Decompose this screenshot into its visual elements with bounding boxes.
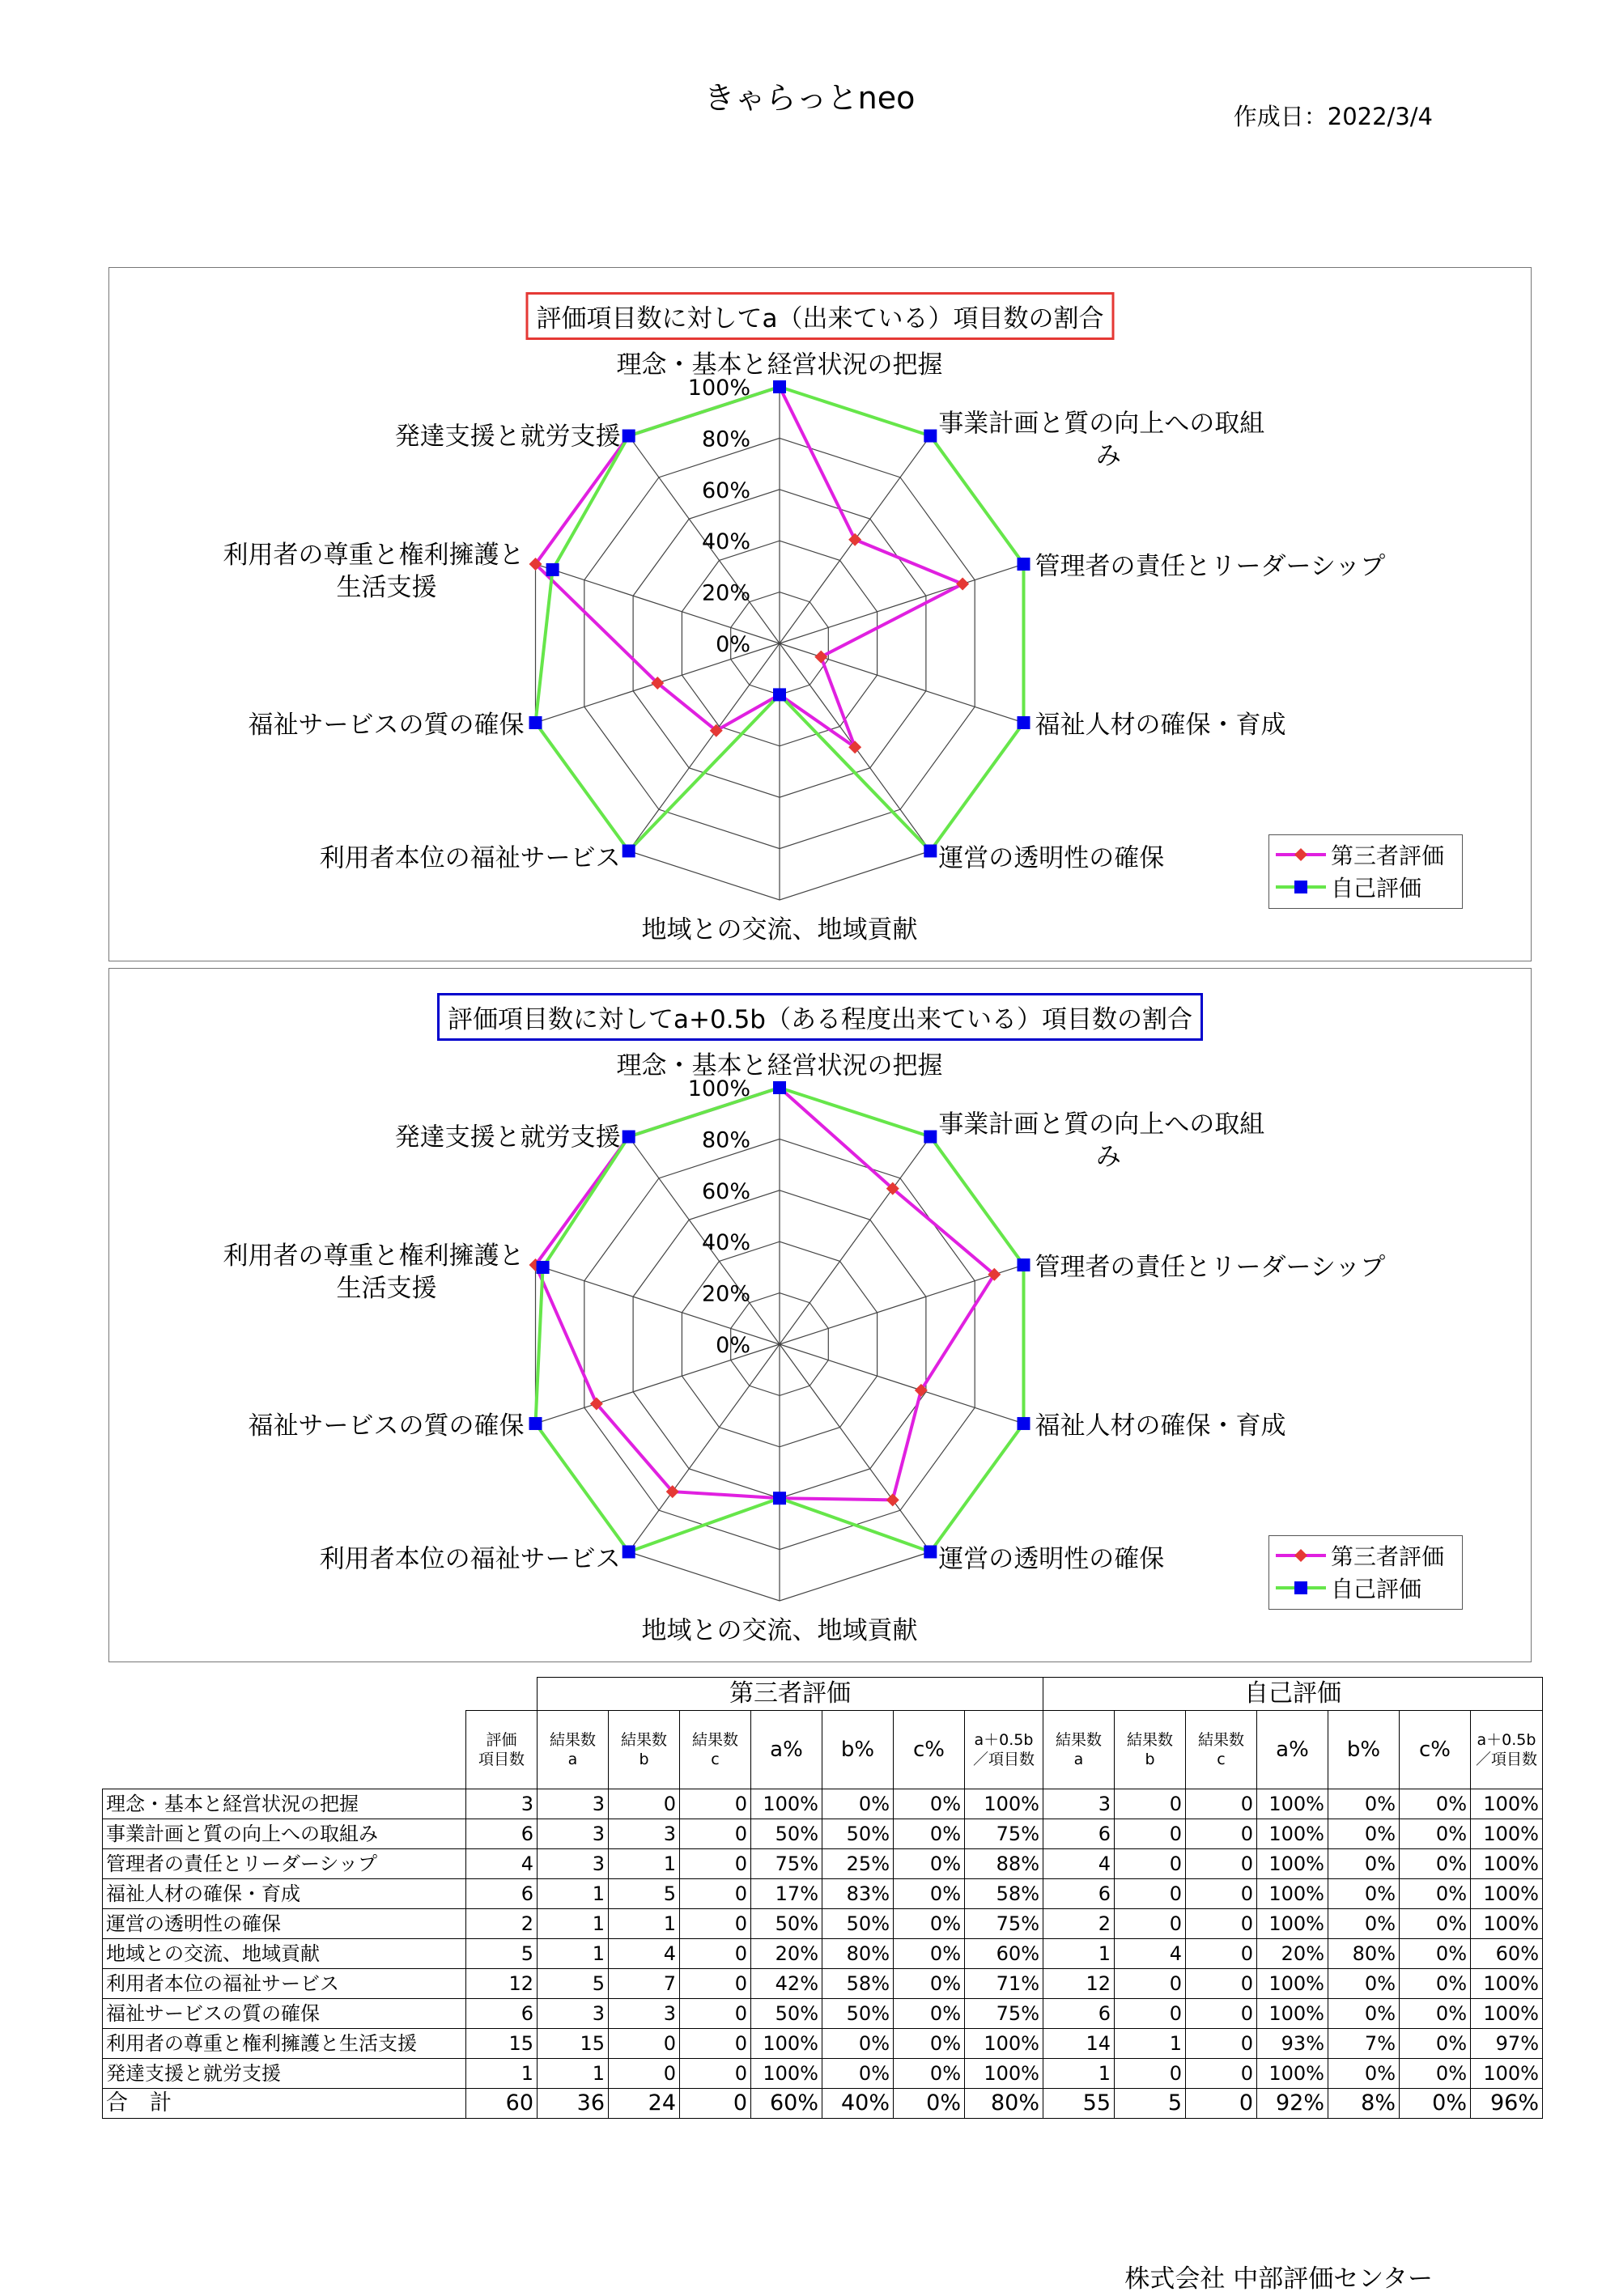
legend-marker-third-party xyxy=(1276,847,1326,863)
table-cell: 6 xyxy=(466,1879,538,1909)
table-cell: 6 xyxy=(1043,1819,1115,1849)
legend-item xyxy=(1276,1539,1444,1572)
table-cell: 0% xyxy=(894,1879,965,1909)
table-cell: 20% xyxy=(1257,1939,1328,1969)
table-cell: 1 xyxy=(538,2059,609,2089)
table-cell: 80% xyxy=(822,1939,894,1969)
tick-label: 60% xyxy=(701,477,750,503)
table-cell: 0% xyxy=(894,2089,965,2119)
category-label: 利用者の尊重と権利擁護と生活支援 xyxy=(223,541,525,603)
table-cell: 100% xyxy=(1257,1879,1328,1909)
table-row xyxy=(103,2059,1543,2089)
data-point xyxy=(956,578,969,591)
grid-spoke xyxy=(780,1137,930,1344)
table-cell: 93% xyxy=(1257,2029,1328,2059)
table-cell: 0 xyxy=(1186,1819,1257,1849)
table-cell: 0 xyxy=(680,1939,751,1969)
table-cell: 0 xyxy=(609,2059,680,2089)
table-cell: 5 xyxy=(466,1939,538,1969)
column-header: 結果数 b xyxy=(609,1711,680,1789)
table-cell: 0 xyxy=(1186,1849,1257,1879)
table-cell: 0 xyxy=(680,2089,751,2119)
legend-marker-self xyxy=(1276,879,1326,895)
table-cell: 0% xyxy=(894,1969,965,1999)
data-point xyxy=(924,844,937,857)
row-label: 理念・基本と経営状況の把握 xyxy=(103,1789,466,1819)
table-cell: 4 xyxy=(1043,1849,1115,1879)
table-cell: 0 xyxy=(1115,1849,1186,1879)
table-row xyxy=(103,1879,1543,1909)
table-cell: 1 xyxy=(538,1939,609,1969)
table-cell: 6 xyxy=(466,1819,538,1849)
group-header-third-party: 第三者評価 xyxy=(538,1678,1043,1711)
table-cell: 100% xyxy=(965,1789,1043,1819)
data-point xyxy=(529,716,542,729)
column-header: a% xyxy=(1257,1711,1328,1789)
table-cell: 3 xyxy=(538,1999,609,2029)
table-cell: 60 xyxy=(466,2089,538,2119)
table-cell: 0 xyxy=(1115,1789,1186,1819)
table-cell: 36 xyxy=(538,2089,609,2119)
category-label: 運営の透明性の確保 xyxy=(938,1544,1165,1574)
table-cell: 0 xyxy=(609,2029,680,2059)
data-point xyxy=(1017,558,1030,571)
table-cell: 7% xyxy=(1328,2029,1400,2059)
table-cell: 24 xyxy=(609,2089,680,2119)
table-row xyxy=(103,1849,1543,1879)
table-cell: 5 xyxy=(538,1969,609,1999)
category-label: 発達支援と就労支援 xyxy=(394,422,621,452)
table-cell: 100% xyxy=(1257,1789,1328,1819)
table-cell: 3 xyxy=(538,1849,609,1879)
table-cell: 0% xyxy=(822,1789,894,1819)
data-point xyxy=(623,430,635,443)
category-label: 運営の透明性の確保 xyxy=(938,843,1165,873)
table-cell: 0 xyxy=(1186,1909,1257,1939)
category-label: 事業計画と質の向上への取組み xyxy=(938,1110,1265,1172)
category-label: 福祉サービスの質の確保 xyxy=(248,710,525,740)
table-cell: 0% xyxy=(894,2059,965,2089)
tick-label: 80% xyxy=(701,1127,750,1153)
page-title: きゃらっとneo xyxy=(703,80,916,116)
table-cell: 0% xyxy=(894,1939,965,1969)
table-cell: 50% xyxy=(822,1999,894,2029)
legend-item xyxy=(1276,1572,1421,1604)
table-cell: 0% xyxy=(1400,2089,1471,2119)
chart-legend xyxy=(1268,1535,1463,1610)
table-cell: 17% xyxy=(751,1879,822,1909)
total-row xyxy=(103,2089,1543,2119)
table-cell: 0 xyxy=(680,1909,751,1939)
table-cell: 100% xyxy=(1471,1819,1543,1849)
group-header-self: 自己評価 xyxy=(1043,1678,1543,1711)
table-cell: 100% xyxy=(1257,1909,1328,1939)
table-cell: 100% xyxy=(751,1789,822,1819)
category-label: 利用者本位の福祉サービス xyxy=(319,1544,621,1574)
tick-label: 60% xyxy=(701,1178,750,1204)
table-cell: 55 xyxy=(1043,2089,1115,2119)
table-cell: 100% xyxy=(1471,1909,1543,1939)
table-cell: 75% xyxy=(751,1849,822,1879)
row-label: 事業計画と質の向上への取組み xyxy=(103,1819,466,1849)
category-label: 福祉人材の確保・育成 xyxy=(1035,1411,1286,1441)
table-cell: 100% xyxy=(1257,2059,1328,2089)
table-cell: 0% xyxy=(1328,1909,1400,1939)
table-cell: 0 xyxy=(609,1789,680,1819)
column-header: 結果数 c xyxy=(680,1711,751,1789)
table-cell: 0% xyxy=(822,2059,894,2089)
tick-label: 40% xyxy=(701,529,750,555)
table-cell: 0% xyxy=(1400,1999,1471,2029)
category-label: 発達支援と就労支援 xyxy=(394,1123,621,1152)
table-row xyxy=(103,1789,1543,1819)
column-header: 評価 項目数 xyxy=(466,1711,538,1789)
table-cell: 1 xyxy=(609,1849,680,1879)
legend-item xyxy=(1276,871,1421,903)
table-cell: 0 xyxy=(1186,1879,1257,1909)
column-header: a＋0.5b ／項目数 xyxy=(965,1711,1043,1789)
table-cell: 0 xyxy=(680,1849,751,1879)
data-point xyxy=(924,430,937,443)
table-cell: 0 xyxy=(1186,2029,1257,2059)
table-cell: 0 xyxy=(1115,2059,1186,2089)
company-name: 株式会社 中部評価センター xyxy=(1124,2264,1433,2294)
table-cell: 12 xyxy=(466,1969,538,1999)
row-label: 運営の透明性の確保 xyxy=(103,1909,466,1939)
table-cell: 15 xyxy=(538,2029,609,2059)
table-row xyxy=(103,1999,1543,2029)
table-cell: 1 xyxy=(538,1909,609,1939)
column-header: b% xyxy=(1328,1711,1400,1789)
legend-label: 自己評価 xyxy=(1331,875,1422,902)
table-cell: 0 xyxy=(680,1969,751,1999)
table-cell: 3 xyxy=(1043,1789,1115,1819)
table-cell: 4 xyxy=(609,1939,680,1969)
row-label: 合 計 xyxy=(103,2089,466,2119)
table-cell: 0 xyxy=(1186,2089,1257,2119)
table-cell: 100% xyxy=(1471,1789,1543,1819)
table-cell: 0% xyxy=(1328,1819,1400,1849)
data-point xyxy=(529,1417,542,1430)
table-row xyxy=(103,1909,1543,1939)
table-cell: 0 xyxy=(1115,1999,1186,2029)
column-header: b% xyxy=(822,1711,894,1789)
data-point xyxy=(623,844,635,857)
row-label: 地域との交流、地域貢献 xyxy=(103,1939,466,1969)
table-cell: 100% xyxy=(1257,1999,1328,2029)
legend-label: 第三者評価 xyxy=(1331,842,1445,869)
table-cell: 0% xyxy=(1400,1939,1471,1969)
category-label: 管理者の責任とリーダーシップ xyxy=(1035,1253,1386,1283)
table-cell: 100% xyxy=(1257,1849,1328,1879)
table-cell: 100% xyxy=(1257,1969,1328,1999)
table-cell: 0 xyxy=(680,1789,751,1819)
legend-marker-self xyxy=(1276,1580,1326,1596)
row-label: 福祉人材の確保・育成 xyxy=(103,1879,466,1909)
data-point xyxy=(537,1261,550,1274)
table-cell: 0% xyxy=(1400,1909,1471,1939)
table-cell: 0% xyxy=(1328,2059,1400,2089)
table-cell: 50% xyxy=(751,1909,822,1939)
table-cell: 100% xyxy=(751,2059,822,2089)
table-cell: 58% xyxy=(822,1969,894,1999)
table-cell: 0% xyxy=(1400,2059,1471,2089)
table-cell: 0% xyxy=(1328,1789,1400,1819)
table-cell: 0 xyxy=(680,1879,751,1909)
table-cell: 0% xyxy=(1328,1969,1400,1999)
table-cell: 100% xyxy=(1471,1879,1543,1909)
table-cell: 7 xyxy=(609,1969,680,1999)
grid-spoke xyxy=(780,564,1023,643)
table-cell: 6 xyxy=(1043,1999,1115,2029)
table-cell: 100% xyxy=(1471,1849,1543,1879)
row-label: 発達支援と就労支援 xyxy=(103,2059,466,2089)
summary-table xyxy=(102,1677,1543,2119)
data-point xyxy=(546,563,559,576)
table-cell: 1 xyxy=(1043,2059,1115,2089)
table-cell: 75% xyxy=(965,1999,1043,2029)
table-cell: 42% xyxy=(751,1969,822,1999)
table-cell: 0% xyxy=(1328,1999,1400,2029)
table-cell: 0% xyxy=(822,2029,894,2059)
table-cell: 100% xyxy=(1257,1819,1328,1849)
table-cell: 0 xyxy=(1186,1969,1257,1999)
table-cell: 0% xyxy=(1400,1819,1471,1849)
column-header: c% xyxy=(894,1711,965,1789)
row-label: 管理者の責任とリーダーシップ xyxy=(103,1849,466,1879)
table-cell: 40% xyxy=(822,2089,894,2119)
table-cell: 4 xyxy=(1115,1939,1186,1969)
table-cell: 20% xyxy=(751,1939,822,1969)
table-cell: 0 xyxy=(680,1819,751,1849)
table-cell: 0% xyxy=(1400,1969,1471,1999)
table-cell: 0 xyxy=(1115,1909,1186,1939)
column-header: 結果数 b xyxy=(1115,1711,1186,1789)
tick-label: 20% xyxy=(701,1281,750,1307)
data-point xyxy=(886,1493,899,1506)
table-cell: 6 xyxy=(1043,1879,1115,1909)
table-cell: 75% xyxy=(965,1909,1043,1939)
table-cell: 100% xyxy=(965,2029,1043,2059)
radar-chart-panel-a-half-b xyxy=(108,968,1532,1662)
data-point xyxy=(1017,1258,1030,1271)
chart-legend xyxy=(1268,834,1463,909)
category-label: 管理者の責任とリーダーシップ xyxy=(1035,552,1386,582)
table-cell: 3 xyxy=(538,1819,609,1849)
table-row xyxy=(103,2029,1543,2059)
column-header: 結果数 a xyxy=(538,1711,609,1789)
table-cell: 0% xyxy=(894,1789,965,1819)
table-cell: 75% xyxy=(965,1819,1043,1849)
table-cell: 0 xyxy=(1186,1789,1257,1819)
table-cell: 0% xyxy=(1400,1789,1471,1819)
table-cell: 80% xyxy=(1328,1939,1400,1969)
radar-chart-panel-a xyxy=(108,267,1532,961)
table-cell: 100% xyxy=(751,2029,822,2059)
tick-label: 20% xyxy=(701,580,750,606)
table-cell: 50% xyxy=(822,1819,894,1849)
data-point xyxy=(623,1545,635,1558)
table-row xyxy=(103,1819,1543,1849)
category-label: 利用者の尊重と権利擁護と生活支援 xyxy=(223,1241,525,1304)
table-cell: 0 xyxy=(680,1999,751,2029)
grid-spoke xyxy=(780,1344,1023,1424)
data-point xyxy=(1017,716,1030,729)
category-label: 地域との交流、地域貢献 xyxy=(641,1616,918,1645)
data-point xyxy=(773,380,786,393)
table-cell: 60% xyxy=(1471,1939,1543,1969)
table-cell: 0 xyxy=(1186,1999,1257,2029)
row-label: 福祉サービスの質の確保 xyxy=(103,1999,466,2029)
legend-label: 第三者評価 xyxy=(1331,1543,1445,1570)
category-label: 理念・基本と経営状況の把握 xyxy=(616,1051,943,1080)
table-cell: 0 xyxy=(1115,1879,1186,1909)
table-cell: 0% xyxy=(1400,1879,1471,1909)
creation-date: 作成日：2022/3/4 xyxy=(1233,103,1433,130)
data-point xyxy=(773,1081,786,1094)
category-label: 理念・基本と経営状況の把握 xyxy=(616,350,943,380)
table-cell: 92% xyxy=(1257,2089,1328,2119)
tick-label: 100% xyxy=(687,376,750,401)
column-header: c% xyxy=(1400,1711,1471,1789)
table-cell: 60% xyxy=(965,1939,1043,1969)
table-cell: 71% xyxy=(965,1969,1043,1999)
table-cell: 50% xyxy=(751,1999,822,2029)
table-cell: 1 xyxy=(538,1879,609,1909)
table-cell: 3 xyxy=(466,1789,538,1819)
table-cell: 0% xyxy=(894,2029,965,2059)
table-cell: 3 xyxy=(609,1999,680,2029)
table-cell: 83% xyxy=(822,1879,894,1909)
table-cell: 0 xyxy=(1115,1969,1186,1999)
category-label: 福祉サービスの質の確保 xyxy=(248,1411,525,1441)
table-cell: 0 xyxy=(1186,2059,1257,2089)
table-cell: 2 xyxy=(466,1909,538,1939)
table-row xyxy=(103,1969,1543,1999)
table-cell: 15 xyxy=(466,2029,538,2059)
tick-label: 0% xyxy=(716,1333,750,1358)
column-header: a% xyxy=(751,1711,822,1789)
table-cell: 96% xyxy=(1471,2089,1543,2119)
row-label: 利用者の尊重と権利擁護と生活支援 xyxy=(103,2029,466,2059)
table-cell: 0 xyxy=(680,2059,751,2089)
category-label: 福祉人材の確保・育成 xyxy=(1035,710,1286,740)
legend-label: 自己評価 xyxy=(1331,1576,1422,1602)
table-cell: 60% xyxy=(751,2089,822,2119)
table-cell: 8% xyxy=(1328,2089,1400,2119)
table-cell: 100% xyxy=(1471,2059,1543,2089)
table-cell: 25% xyxy=(822,1849,894,1879)
tick-label: 100% xyxy=(687,1076,750,1101)
data-point xyxy=(924,1131,937,1144)
table-cell: 1 xyxy=(1115,2029,1186,2059)
table-cell: 0% xyxy=(894,1999,965,2029)
table-cell: 58% xyxy=(965,1879,1043,1909)
grid-spoke xyxy=(629,643,780,851)
data-point xyxy=(924,1545,937,1558)
data-point xyxy=(1017,1417,1030,1430)
table-cell: 0% xyxy=(894,1819,965,1849)
table-cell: 100% xyxy=(1471,1969,1543,1999)
table-cell: 12 xyxy=(1043,1969,1115,1999)
row-label: 利用者本位の福祉サービス xyxy=(103,1969,466,1999)
table-row xyxy=(103,1939,1543,1969)
table-cell: 0% xyxy=(894,1909,965,1939)
tick-label: 0% xyxy=(716,632,750,657)
table-cell: 88% xyxy=(965,1849,1043,1879)
legend-item xyxy=(1276,838,1444,871)
table-cell: 5 xyxy=(609,1879,680,1909)
table-cell: 50% xyxy=(822,1909,894,1939)
table-cell: 1 xyxy=(609,1909,680,1939)
column-header: a＋0.5b ／項目数 xyxy=(1471,1711,1543,1789)
table-cell: 4 xyxy=(466,1849,538,1879)
table-cell: 100% xyxy=(1471,1999,1543,2029)
table-cell: 80% xyxy=(965,2089,1043,2119)
table-cell: 0% xyxy=(1328,1879,1400,1909)
table-cell: 3 xyxy=(538,1789,609,1819)
table-cell: 0% xyxy=(1400,1849,1471,1879)
chart-title: 評価項目数に対してa+0.5b（ある程度出来ている）項目数の割合 xyxy=(437,993,1203,1041)
category-label: 事業計画と質の向上への取組み xyxy=(938,409,1265,471)
grid-spoke xyxy=(629,1344,780,1551)
table-cell: 0 xyxy=(1115,1819,1186,1849)
table-cell: 3 xyxy=(609,1819,680,1849)
tick-label: 40% xyxy=(701,1230,750,1256)
table-cell: 1 xyxy=(1043,1939,1115,1969)
table-cell: 0% xyxy=(1328,1849,1400,1879)
column-header: 結果数 c xyxy=(1186,1711,1257,1789)
data-point xyxy=(773,688,786,701)
data-point xyxy=(814,651,827,664)
tick-label: 80% xyxy=(701,427,750,452)
column-header: 結果数 a xyxy=(1043,1711,1115,1789)
category-label: 利用者本位の福祉サービス xyxy=(319,843,621,873)
table-cell: 97% xyxy=(1471,2029,1543,2059)
table-cell: 1 xyxy=(466,2059,538,2089)
table-cell: 50% xyxy=(751,1819,822,1849)
data-point xyxy=(623,1131,635,1144)
chart-title: 評価項目数に対してa（出来ている）項目数の割合 xyxy=(526,292,1115,340)
table-cell: 0 xyxy=(680,2029,751,2059)
data-point xyxy=(848,533,861,546)
table-cell: 0% xyxy=(894,1849,965,1879)
data-point xyxy=(773,1492,786,1504)
table-cell: 100% xyxy=(965,2059,1043,2089)
legend-marker-third-party xyxy=(1276,1547,1326,1564)
table-cell: 6 xyxy=(466,1999,538,2029)
category-label: 地域との交流、地域貢献 xyxy=(641,915,918,944)
table-cell: 2 xyxy=(1043,1909,1115,1939)
table-cell: 5 xyxy=(1115,2089,1186,2119)
table-cell: 14 xyxy=(1043,2029,1115,2059)
table-cell: 0 xyxy=(1186,1939,1257,1969)
grid-spoke xyxy=(780,1265,1023,1344)
table-cell: 0% xyxy=(1400,2029,1471,2059)
